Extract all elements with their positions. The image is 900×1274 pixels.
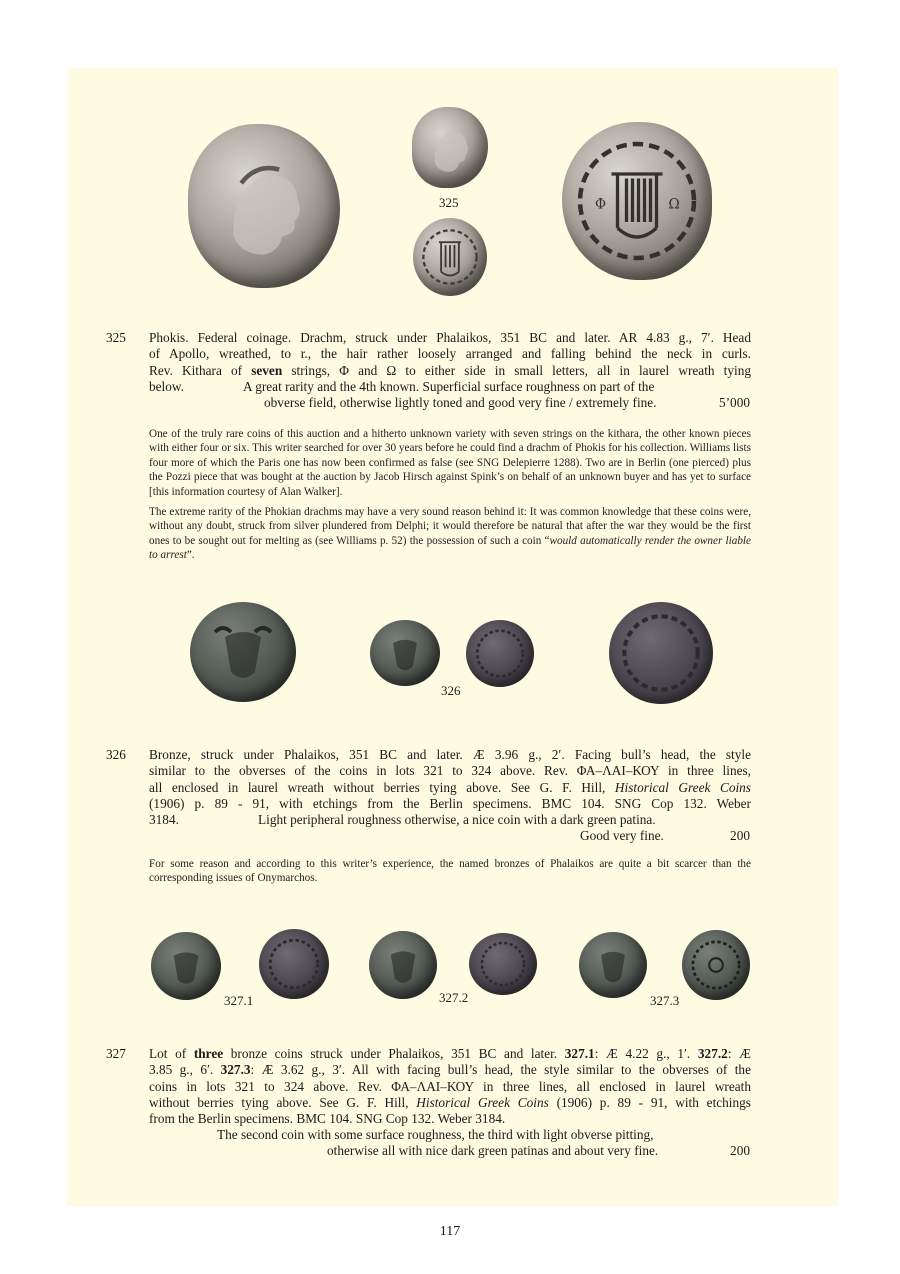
figure-label-327-3: 327.3 xyxy=(650,993,680,1008)
lot-327-price: 200 xyxy=(730,1143,750,1158)
lot-326-price: 200 xyxy=(730,828,750,843)
coin-327-3-obverse xyxy=(579,932,647,998)
lot-326-note: For some reason and according to this writer’s experience, the named bronzes of Phalaikos are quite a bit scarcer than the corresponding issues of Onymarchos. xyxy=(149,858,751,885)
coin-325-obverse-enlarged xyxy=(188,124,340,288)
desc-line-1: Phokis. Federal coinage. Drachm, struck under Phalaikos, 351 BC and later. AR 4.83 g., 7′. Head xyxy=(149,330,751,345)
lot-327-condition-line-2: otherwise all with nice dark green patinas and about very fine. xyxy=(327,1143,659,1158)
desc-line-4: without berries tying above. See G. F. Hill, Historical Greek Coins (1906) p. 89 - 91, with etchings xyxy=(149,1094,751,1110)
desc-line-2: 3.85 g., 6′. 327.3: Æ 3.62 g., 3′. All with facing bull’s head, the style similar to the obverses of the xyxy=(149,1062,751,1078)
figure-label-327-2: 327.2 xyxy=(439,990,469,1005)
desc-line-4: (1906) p. 89 - 91, with etchings from the Berlin specimens. BMC 104. SNG Cop 132. Weber xyxy=(149,795,751,811)
lot-number-326: 326 xyxy=(106,747,126,762)
desc-line-2: similar to the obverses of the coins in lots 321 to 324 above. Rev. ΦΑ–ΛΑΙ–ΚΟΥ in three lines, xyxy=(149,763,751,779)
page-number: 117 xyxy=(439,1224,461,1239)
desc-line-5: from the Berlin specimens. BMC 104. SNG Cop 132. Weber 3184. xyxy=(149,1111,506,1127)
lot-number-327: 327 xyxy=(106,1046,126,1061)
lot-325-price: 5’000 xyxy=(718,395,750,410)
lot-327-condition-line-1: The second coin with some surface roughness, the third with light obverse pitting, xyxy=(217,1127,654,1142)
coin-325-reverse-enlarged xyxy=(562,122,712,280)
svg-text:Φ: Φ xyxy=(595,196,607,213)
desc-line-3: coins in lots 321 to 324 above. Rev. ΦΑ–ΛΑΙ–ΚΟΥ in three lines, all enclosed in laurel wreath xyxy=(149,1078,751,1094)
lot-325-condition-line-2: obverse field, otherwise lightly toned and good very fine / extremely fine. xyxy=(264,395,657,410)
coin-327-2-obverse xyxy=(369,931,437,999)
lot-325-note-2: The extreme rarity of the Phokian drachms may have a very sound reason behind it: It was common knowledge that these coins were, without any doubt, struck from silver plundered from Delphi; it would therefore be natural that after the war they would be the first ones to be sought out for melting as (see Williams p. 52) the possession of such a coin “would automatically render the owner liable to arrest”. xyxy=(149,506,751,562)
coin-327-1-reverse xyxy=(259,929,329,999)
desc-line-4: below. xyxy=(149,378,184,394)
figure-label-325: 325 xyxy=(439,195,459,210)
figure-label-326: 326 xyxy=(441,683,461,698)
desc-line-3: all enclosed in laurel wreath without berries tying above. See G. F. Hill, Historical Greek Coins xyxy=(149,779,751,795)
figure-label-327-1: 327.1 xyxy=(224,993,254,1008)
coin-327-3-reverse xyxy=(682,930,750,1000)
lot-number-325: 325 xyxy=(106,330,126,345)
coin-326-reverse xyxy=(466,620,534,687)
desc-line-1: Lot of three bronze coins struck under Phalaikos, 351 BC and later. 327.1: Æ 4.22 g., 1′. 327.2: Æ xyxy=(149,1046,751,1061)
coin-326-obverse-enlarged xyxy=(190,602,296,702)
svg-text:Ω: Ω xyxy=(668,196,680,213)
desc-line-1: Bronze, struck under Phalaikos, 351 BC and later. Æ 3.96 g., 2′. Facing bull’s head, the style xyxy=(149,747,751,762)
coin-327-1-obverse xyxy=(151,932,221,1000)
coin-326-obverse xyxy=(370,620,440,686)
coin-327-2-reverse xyxy=(469,933,537,995)
desc-line-3: Rev. Kithara of seven strings, Φ and Ω to either side in small letters, all in laurel wreath tying xyxy=(149,362,751,378)
coin-325-reverse xyxy=(413,218,487,296)
desc-line-5: 3184. xyxy=(149,812,179,828)
coin-326-reverse-enlarged xyxy=(609,602,713,704)
lot-325-condition-line-1: A great rarity and the 4th known. Superficial surface roughness on part of the xyxy=(243,379,655,394)
lot-326-condition-line-2: Good very fine. xyxy=(580,828,664,843)
lot-325-note-1: One of the truly rare coins of this auction and a hitherto unknown variety with seven strings on the kithara, the other known pieces with either four or six. This writer searched for over 30 years before he could find a drachm of Phokis for his collection. Williams lists four more of which the Paris one has now been confirmed as false (see SNG Delepierre 1288). Two are in Berlin (one pierced) plus the Pozzi piece that was bought at the auction by Jacob Hirsch against Spink’s on behalf of an unknown buyer and has yet to surface [this information courtesy of Alan Walker]. xyxy=(149,428,751,498)
lot-326-condition-line-1: Light peripheral roughness otherwise, a nice coin with a dark green patina. xyxy=(258,812,656,827)
desc-line-2: of Apollo, wreathed, to r., the hair rather loosely arranged and falling behind the neck in curls. xyxy=(149,346,751,362)
coin-325-obverse xyxy=(412,107,488,188)
lot-327-description xyxy=(149,1046,751,1127)
